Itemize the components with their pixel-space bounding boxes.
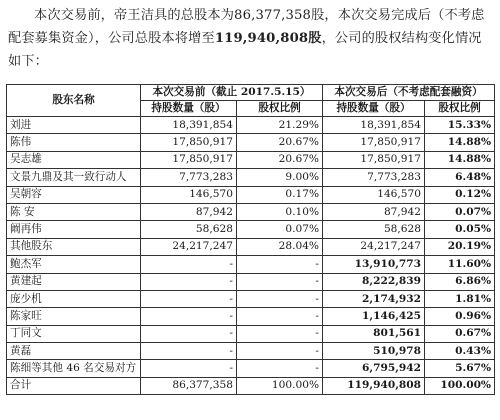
table-row [7, 186, 495, 203]
cell-before-shares: 18,391,854 [141, 117, 237, 134]
cell-after-ratio: 14.88% [425, 151, 495, 168]
cell-after-ratio: 11.60% [425, 256, 495, 273]
cell-before-shares: 17,850,917 [141, 134, 237, 151]
cell-after-shares: 24,217,247 [323, 238, 425, 255]
cell-before-ratio: 0.17% [237, 186, 323, 203]
intro-paragraph [8, 4, 494, 73]
cell-before-ratio: 21.29% [237, 117, 323, 134]
table-row [7, 117, 495, 134]
cell-before-shares: - [141, 343, 237, 360]
cell-after-shares: 58,628 [323, 221, 425, 238]
cell-total-after-shares: 119,940,808 [323, 377, 425, 394]
cell-before-shares: 17,850,917 [141, 151, 237, 168]
cell-shareholder-name: 吴朝容 [7, 186, 141, 203]
header-after-transaction: 本次交易后（不考虑配套融资） [323, 85, 495, 101]
cell-shareholder-name: 其他股东 [7, 238, 141, 255]
cell-before-shares: - [141, 290, 237, 307]
cell-before-ratio: 0.10% [237, 203, 323, 220]
cell-after-ratio: 15.33% [425, 117, 495, 134]
table-row [7, 238, 495, 255]
header-before-ratio: 股权比例 [237, 101, 323, 117]
header-before-transaction: 本次交易前（截止 2017.5.15） [141, 85, 323, 101]
cell-shareholder-name: 陈家旺 [7, 308, 141, 325]
cell-before-ratio: 0.07% [237, 221, 323, 238]
intro-text-part1: 本次交易前，帝王洁具的总股本为86,377,358股，本次交易完成后（不考虑配套募集资金），公司总股本将增至 [8, 8, 485, 46]
table-row [7, 273, 495, 290]
cell-after-ratio: 6.48% [425, 169, 495, 186]
cell-shareholder-name: 庞少机 [7, 290, 141, 307]
cell-before-shares: 146,570 [141, 186, 237, 203]
table-row [7, 308, 495, 325]
header-after-shares: 持股数量（股） [323, 101, 425, 117]
intro-text-part2: ，公司的股权结构变化情况如下： [8, 31, 482, 69]
cell-after-shares: 18,391,854 [323, 117, 425, 134]
cell-before-shares: 7,773,283 [141, 169, 237, 186]
cell-after-shares: 87,942 [323, 203, 425, 220]
cell-before-ratio: - [237, 273, 323, 290]
cell-total-label: 合计 [7, 377, 141, 394]
cell-before-shares: 58,628 [141, 221, 237, 238]
table-row [7, 256, 495, 273]
header-before-shares: 持股数量（股） [141, 101, 237, 117]
intro-total-shares: 119,940,808股 [214, 31, 322, 46]
cell-after-ratio: 5.67% [425, 360, 495, 377]
cell-after-shares: 1,146,425 [323, 308, 425, 325]
table-row [7, 360, 495, 377]
cell-before-ratio: - [237, 343, 323, 360]
cell-after-shares: 510,978 [323, 343, 425, 360]
cell-after-shares: 801,561 [323, 325, 425, 342]
cell-before-ratio: 20.67% [237, 134, 323, 151]
table-row [7, 151, 495, 168]
cell-shareholder-name: 刘进 [7, 117, 141, 134]
cell-shareholder-name: 黄建起 [7, 273, 141, 290]
cell-before-shares: 24,217,247 [141, 238, 237, 255]
cell-before-ratio: - [237, 360, 323, 377]
cell-before-ratio: - [237, 308, 323, 325]
cell-shareholder-name: 阚再伟 [7, 221, 141, 238]
cell-total-before-shares: 86,377,358 [141, 377, 237, 394]
cell-before-shares: - [141, 360, 237, 377]
cell-after-shares: 2,174,932 [323, 290, 425, 307]
table-row [7, 290, 495, 307]
cell-after-shares: 17,850,917 [323, 134, 425, 151]
cell-shareholder-name: 文景九鼎及其一致行动人 [7, 169, 141, 186]
cell-total-before-ratio: 100.00% [237, 377, 323, 394]
header-after-ratio: 股权比例 [425, 101, 495, 117]
table-row [7, 325, 495, 342]
cell-after-ratio: 6.86% [425, 273, 495, 290]
table-total-row [7, 377, 495, 394]
cell-after-shares: 17,850,917 [323, 151, 425, 168]
cell-shareholder-name: 鲍杰军 [7, 256, 141, 273]
cell-after-ratio: 1.81% [425, 290, 495, 307]
table-row [7, 221, 495, 238]
cell-before-ratio: 20.67% [237, 151, 323, 168]
cell-after-shares: 8,222,839 [323, 273, 425, 290]
cell-shareholder-name: 丁同文 [7, 325, 141, 342]
cell-before-shares: 87,942 [141, 203, 237, 220]
cell-after-shares: 7,773,283 [323, 169, 425, 186]
cell-before-ratio: - [237, 325, 323, 342]
cell-shareholder-name: 吴志雄 [7, 151, 141, 168]
cell-before-shares: - [141, 308, 237, 325]
cell-shareholder-name: 黄磊 [7, 343, 141, 360]
cell-before-ratio: 9.00% [237, 169, 323, 186]
cell-before-shares: - [141, 273, 237, 290]
cell-after-ratio: 0.43% [425, 343, 495, 360]
cell-total-after-ratio: 100.00% [425, 377, 495, 394]
cell-after-ratio: 0.67% [425, 325, 495, 342]
cell-shareholder-name: 陈伟 [7, 134, 141, 151]
cell-after-shares: 146,570 [323, 186, 425, 203]
cell-shareholder-name: 陈细等其他 46 名交易对方 [7, 360, 141, 377]
shareholding-table [6, 84, 495, 395]
cell-after-ratio: 0.96% [425, 308, 495, 325]
cell-shareholder-name: 陈 安 [7, 203, 141, 220]
cell-after-ratio: 0.07% [425, 203, 495, 220]
cell-before-ratio: - [237, 290, 323, 307]
cell-after-shares: 13,910,773 [323, 256, 425, 273]
table-row [7, 169, 495, 186]
cell-after-ratio: 14.88% [425, 134, 495, 151]
cell-after-shares: 6,795,942 [323, 360, 425, 377]
cell-before-ratio: 28.04% [237, 238, 323, 255]
cell-after-ratio: 0.05% [425, 221, 495, 238]
table-row [7, 343, 495, 360]
table-row [7, 203, 495, 220]
cell-after-ratio: 20.19% [425, 238, 495, 255]
cell-before-shares: - [141, 256, 237, 273]
cell-before-ratio: - [237, 256, 323, 273]
table-row [7, 134, 495, 151]
table-body [7, 117, 495, 395]
cell-before-shares: - [141, 325, 237, 342]
header-shareholder-name: 股东名称 [7, 85, 141, 117]
cell-after-ratio: 0.12% [425, 186, 495, 203]
